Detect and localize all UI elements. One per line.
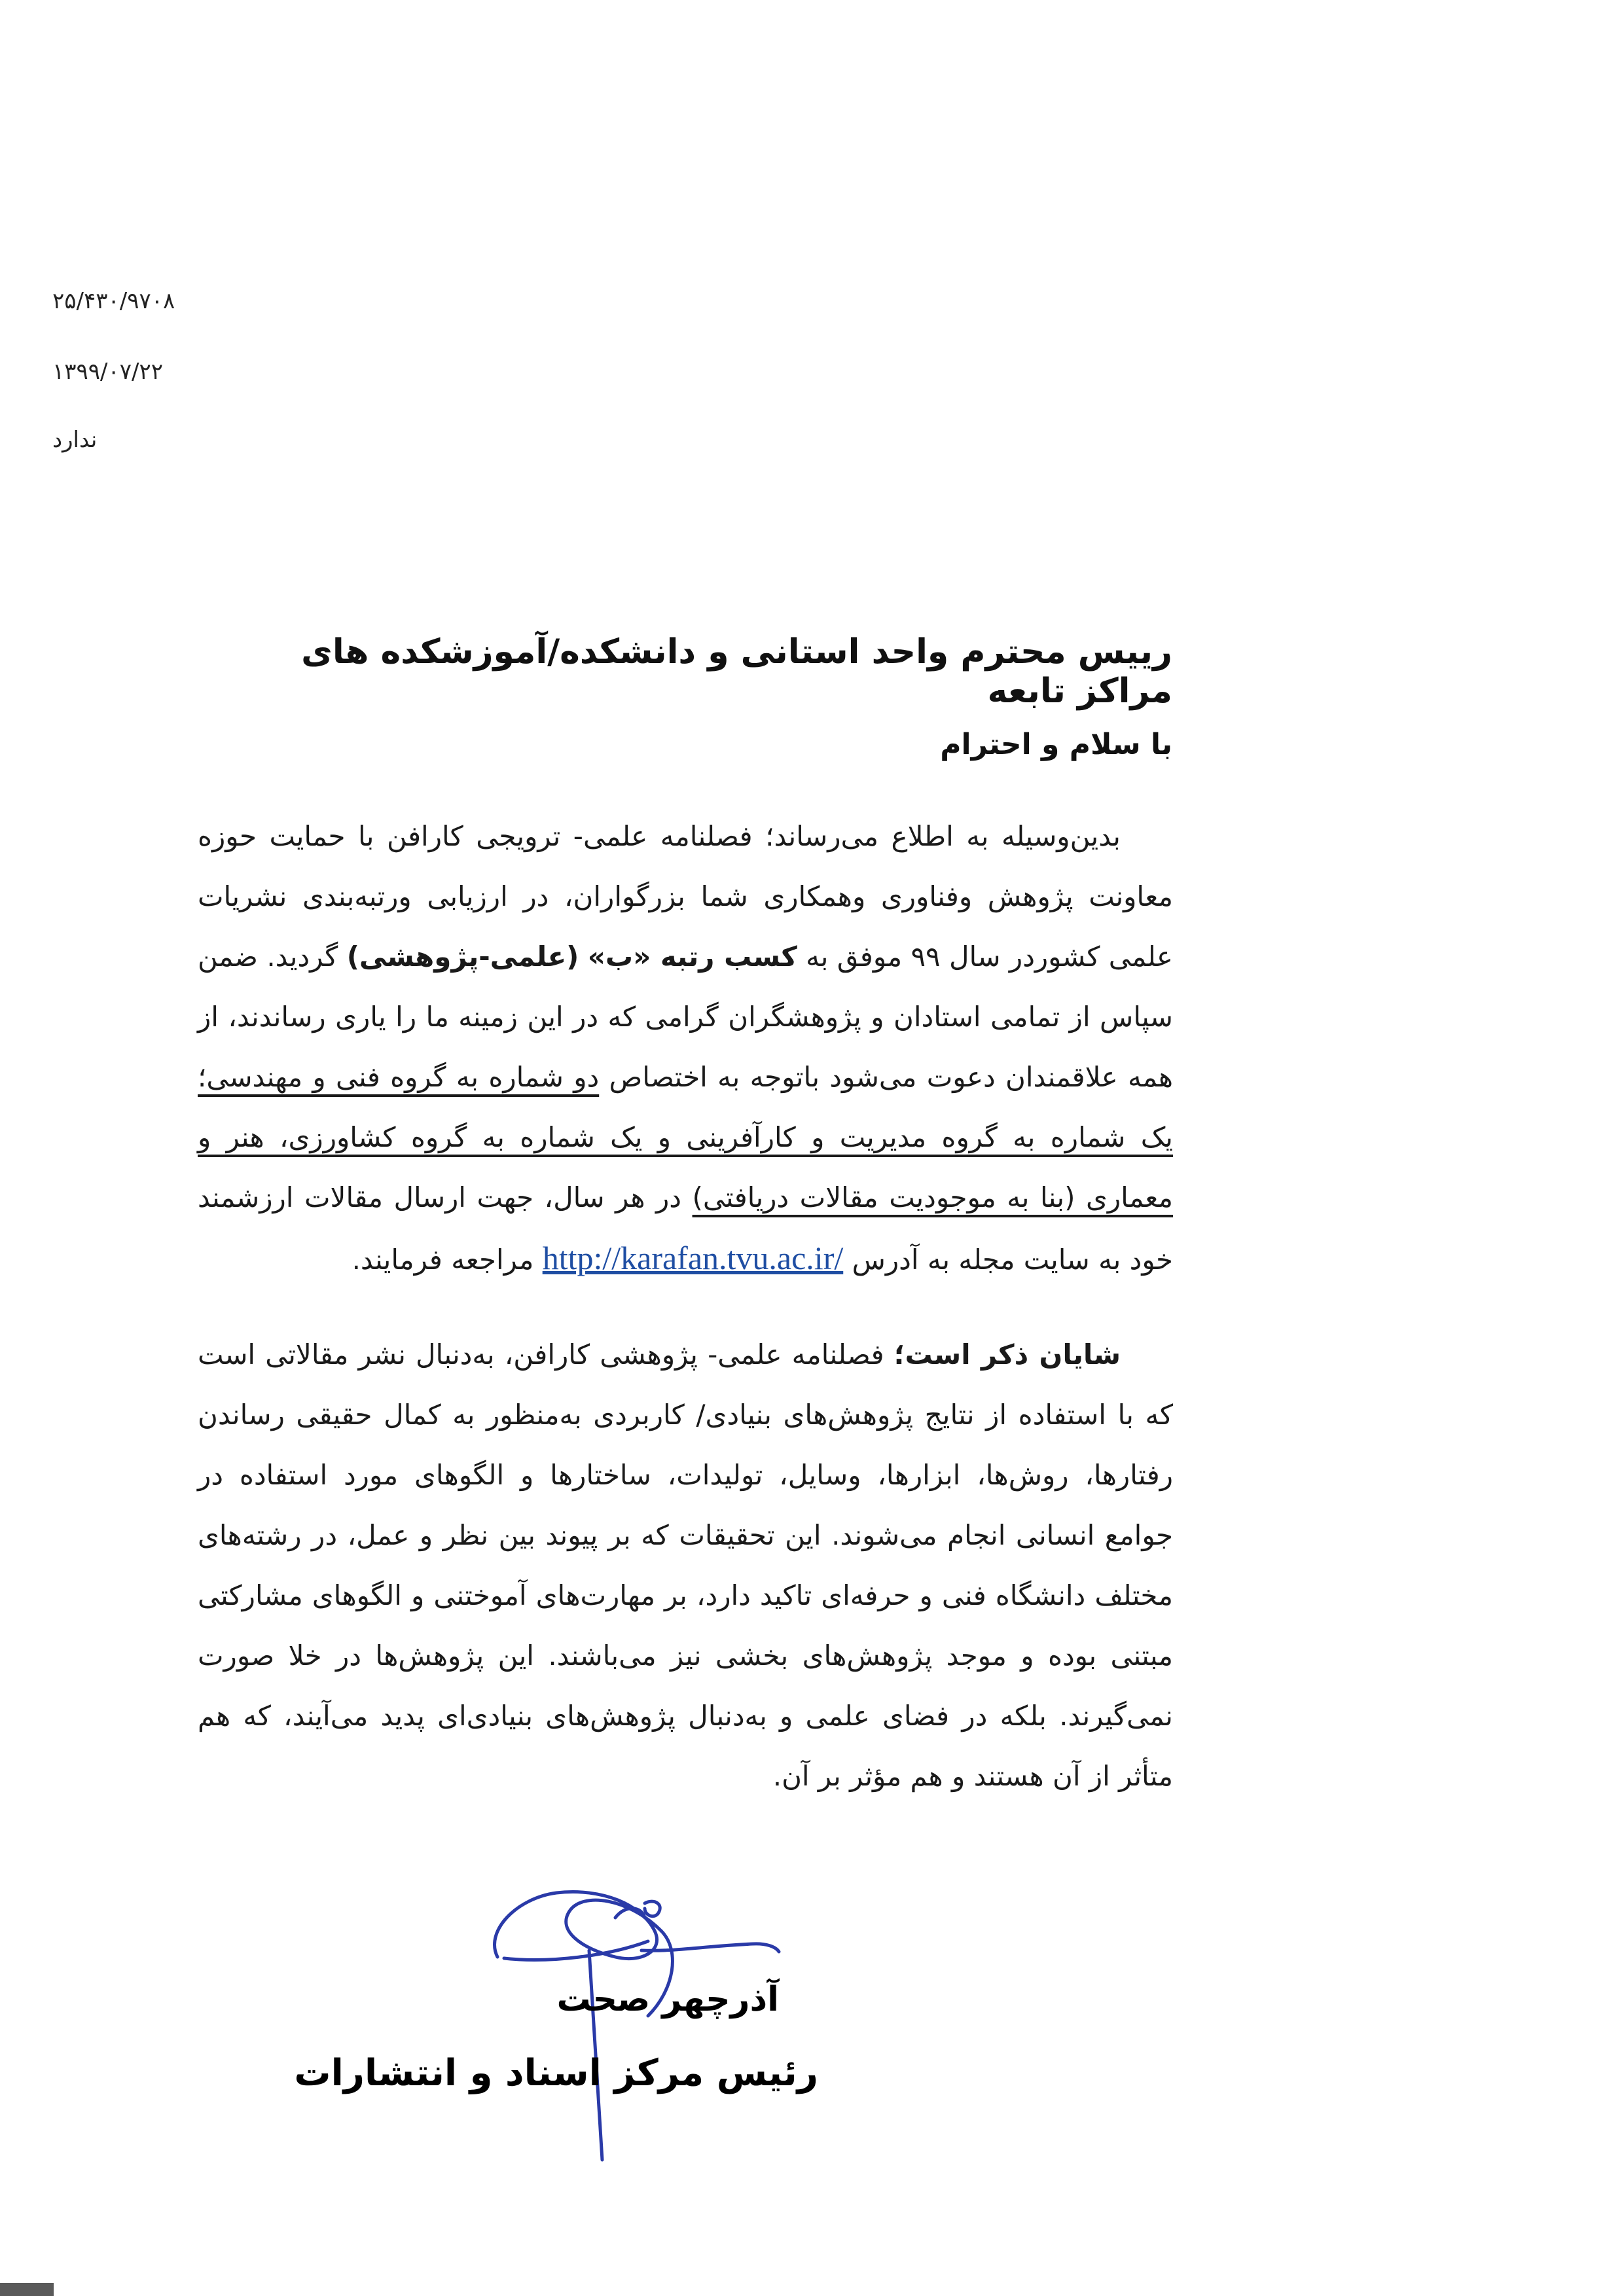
- signer-title: رئیس مرکز اسناد و انتشارات: [294, 2052, 818, 2094]
- reference-number: ۲۵/۴۳۰/۹۷۰۸: [52, 288, 175, 314]
- handwritten-signature: [478, 1878, 831, 2166]
- body-paragraph-2: [198, 1325, 1173, 1806]
- issue-allocation-text: دو شماره به گروه فنی و مهندسی؛ یک شماره به گروه مدیریت و کارآفرینی و یک شماره به گروه کشاورزی، هنر و معماری (بنا به موجودیت مقالات دریافتی): [198, 1061, 1174, 1213]
- rank-text: کسب رتبه «ب»: [587, 941, 797, 973]
- paragraph-1-part-3: در هر سال، جهت ارسال مقالات ارزشمند خود به سایت مجله به آدرس: [198, 1181, 1173, 1276]
- body-paragraph-1: [198, 806, 1173, 1290]
- attachment-status: ندارد: [52, 427, 98, 453]
- greeting: با سلام و احترام: [940, 728, 1172, 761]
- signer-name: آذرچهر صحت: [556, 1980, 779, 2019]
- category-text: (علمی-پژوهشی): [346, 941, 579, 973]
- addressee-heading: رییس محترم واحد استانی و دانشکده/آموزشکده های مراکز تابعه: [301, 632, 1172, 711]
- footer-badge: [0, 2283, 54, 2296]
- paragraph-2-lead: شایان ذکر است؛: [893, 1338, 1121, 1371]
- letter-date: ۱۳۹۹/۰۷/۲۲: [52, 359, 164, 385]
- signature-block: [294, 1878, 831, 2166]
- paragraph-1-part-1: بدین‌وسیله به اطلاع می‌رساند؛ فصلنامه علمی- ترویجی کارافن با حمایت حوزه معاونت پژوهش وفناوری وهمکاری شما بزرگواران، در ارزیابی ورتبه‌بندی نشریات علمی کشوردر سال ۹۹ موفق به: [198, 820, 1173, 973]
- journal-website-link[interactable]: http://karafan.tvu.ac.ir/: [542, 1240, 844, 1276]
- paragraph-1-part-2: گردید. ضمن سپاس از تمامی استادان و پژوهشگران گرامی که در این زمینه ما را یاری رساندند، از همه علاقمندان دعوت می‌شود باتوجه به اختصاص: [198, 941, 1173, 1093]
- paragraph-2-body: فصلنامه علمی- پژوهشی کارافن، به‌دنبال نشر مقالاتی است که با استفاده از نتایج پژوهش‌های بنیادی/ کاربردی به‌منظور به کمال حقیقی رساندن رفتارها، روش‌ها، ابزارها، وسایل، تولیدات، ساختارها و الگوهای مورد استفاده در جوامع انسانی انجام می‌شوند. این تحقیقات که بر پیوند بین نظر و عمل، در رشته‌های مختلف دانشگاه فنی و حرفه‌ای تاکید دارد، بر مهارت‌های آموختنی و الگوهای مشارکتی مبتنی بوده و موجد پژوهش‌های بخشی نیز می‌باشند. این پژوهش‌ها در خلا صورت نمی‌گیرند. بلکه در فضای علمی و به‌دنبال پژوهش‌های بنیادی‌ای پدید می‌آیند، که هم متأثر از آن هستند و هم مؤثر بر آن.: [198, 1338, 1173, 1792]
- paragraph-1-part-4: مراجعه فرمایند.: [352, 1244, 534, 1276]
